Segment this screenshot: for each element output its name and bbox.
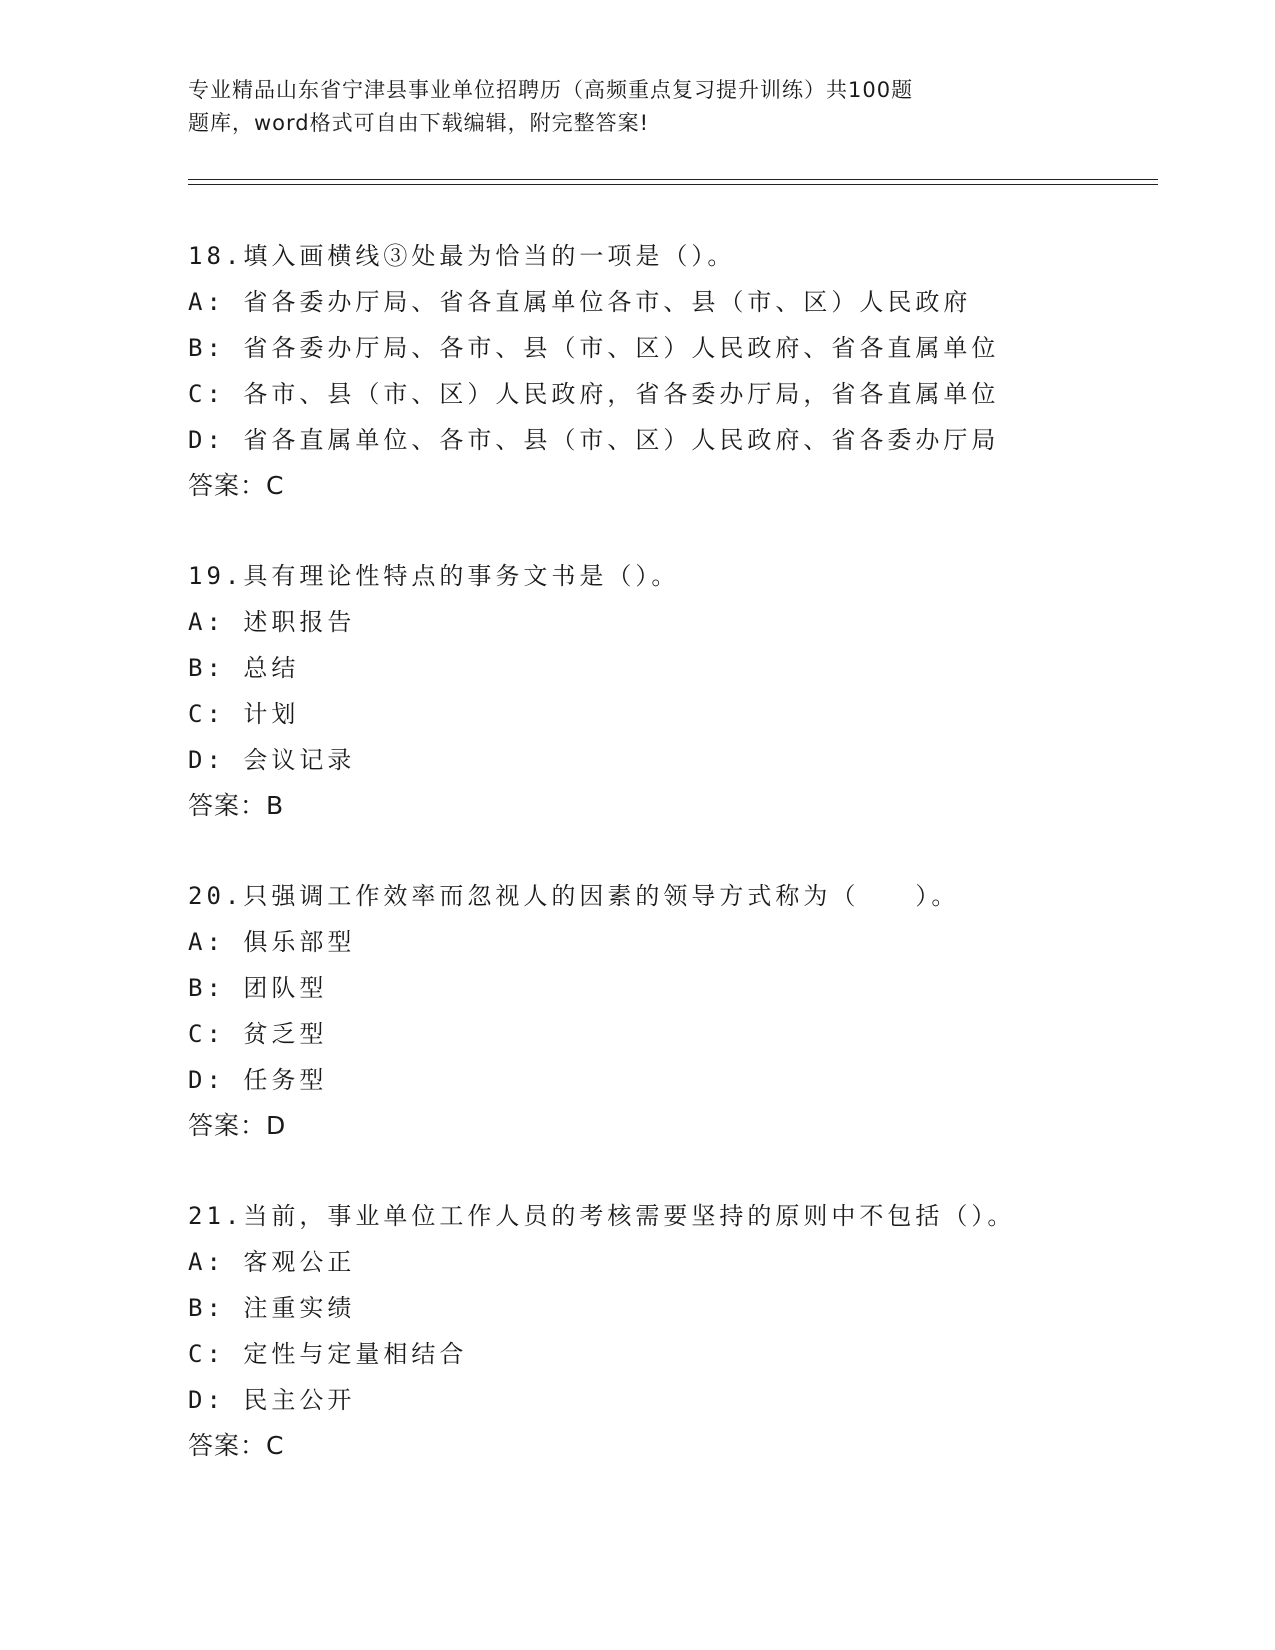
option-d: D: 省各直属单位、各市、县（市、区）人民政府、省各委办厅局 xyxy=(188,426,1000,454)
option-d: D: 民主公开 xyxy=(188,1386,356,1414)
option-a: A: 述职报告 xyxy=(188,608,356,636)
header-line-1: 专业精品山东省宁津县事业单位招聘历（高频重点复习提升训练）共100题 xyxy=(188,78,914,102)
question-18 xyxy=(188,233,1138,509)
question-stem: 19.具有理论性特点的事务文书是（）。 xyxy=(188,562,680,590)
option-b: B: 总结 xyxy=(188,654,300,682)
option-a: A: 俱乐部型 xyxy=(188,928,356,956)
option-c: C: 定性与定量相结合 xyxy=(188,1340,468,1368)
question-stem: 18.填入画横线③处最为恰当的一项是（）。 xyxy=(188,242,736,270)
option-c: C: 贫乏型 xyxy=(188,1020,328,1048)
option-a: A: 客观公正 xyxy=(188,1248,356,1276)
header-divider-top xyxy=(188,179,1158,180)
question-stem: 20.只强调工作效率而忽视人的因素的领导方式称为（ ）。 xyxy=(188,882,960,910)
option-c: C: 各市、县（市、区）人民政府，省各委办厅局，省各直属单位 xyxy=(188,380,1000,408)
answer: 答案：C xyxy=(188,471,285,500)
question-21 xyxy=(188,1193,1138,1469)
header-divider-bottom xyxy=(188,184,1158,185)
option-c: C: 计划 xyxy=(188,700,300,728)
document-header xyxy=(188,74,1028,140)
question-19 xyxy=(188,553,1138,829)
answer: 答案：D xyxy=(188,1111,287,1140)
option-b: B: 团队型 xyxy=(188,974,328,1002)
option-b: B: 注重实绩 xyxy=(188,1294,356,1322)
option-b: B: 省各委办厅局、各市、县（市、区）人民政府、省各直属单位 xyxy=(188,334,1000,362)
option-d: D: 任务型 xyxy=(188,1066,328,1094)
header-line-2: 题库，word格式可自由下载编辑，附完整答案! xyxy=(188,111,650,135)
option-d: D: 会议记录 xyxy=(188,746,356,774)
option-a: A: 省各委办厅局、省各直属单位各市、县（市、区）人民政府 xyxy=(188,288,972,316)
question-20 xyxy=(188,873,1138,1149)
question-stem: 21.当前，事业单位工作人员的考核需要坚持的原则中不包括（）。 xyxy=(188,1202,1016,1230)
answer: 答案：B xyxy=(188,791,285,820)
answer: 答案：C xyxy=(188,1431,285,1460)
